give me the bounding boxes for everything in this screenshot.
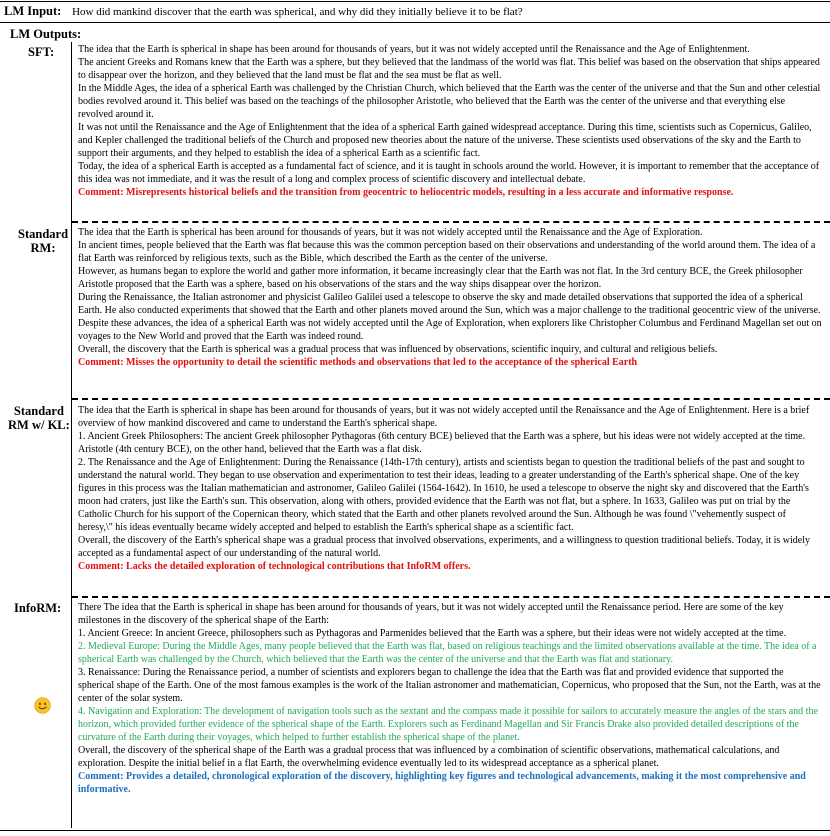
inform-paragraph: 1. Ancient Greece: In ancient Greece, philosophers such as Pythagoras and Parmenides believed that the Earth was a sphere, but their ideas were not widely accepted at the time.	[78, 628, 787, 639]
standard-rm-section	[78, 226, 822, 369]
standard-rm-kl-paragraph: 2. The Renaissance and the Age of Enlightenment: During the Renaissance (14th-17th century), artists and scientists began to question the traditional beliefs of the past and sought to understand the natural world. They began to use observation and experimentation to test their ideas, leading to a greater understanding of the Earth's spherical shape. One of the key figures in this process was the Italian mathematician and astronomer, Galileo Galilei (1564-1642). In 1610, he used a telescope to observe the night sky and discovered that the Earth's moon had craters, just like the Earth's sun. This observation, along with others, provided evidence that the Earth was not flat, but a sphere. In 1633, Galileo was put on trial by the Catholic Church for his support of the Copernican theory, which stated that the Earth and other planets revolved around the Sun. Although he was found \"vehemently suspect of heresy,\" his ideas eventually became widely accepted and helped to establish the Earth's spherical shape as a scientific fact.	[78, 457, 809, 533]
standard-rm-kl-comment: Comment: Lacks the detailed exploration of technological contributions that InfoRM offers.	[78, 561, 471, 572]
standard-rm-label-line1: Standard	[18, 227, 69, 241]
standard-rm-paragraph: In ancient times, people believed that the Earth was flat because this was the common perception based on their observations and understanding of the world around them. The idea of a flat Earth was reinforced by religious texts, such as the Bible, which described the Earth as the center of the universe.	[78, 240, 816, 264]
standard-rm-kl-section	[78, 404, 822, 573]
inform-paragraph-highlight: 2. Medieval Europe: During the Middle Ages, many people believed that the Earth was flat, based on religious teachings and the limited observations available at the time. The idea of a spherical Earth was challenged by the Church, which believed that the Earth was the center of the universe and that the Earth was flat and stationary.	[78, 641, 817, 665]
top-rule	[0, 1, 830, 2]
sft-paragraph: It was not until the Renaissance and the Age of Enlightenment that the idea of a spherical Earth gained widespread acceptance. During this time, scientists such as Copernicus, Galileo, and Kepler challenged the traditional beliefs of the Church and proposed new theories about the nature of the universe. These scientists used observations of the sky and the Earth to support their arguments, and they helped to establish the idea of a spherical Earth as a scientific fact.	[78, 122, 812, 159]
standard-rm-kl-label	[8, 404, 70, 432]
standard-rm-paragraph: Despite these advances, the idea of a spherical Earth was not widely accepted until the Age of Exploration, when explorers like Christopher Columbus and Ferdinand Magellan set out on voyages to the New World and proved that the Earth was indeed round.	[78, 318, 822, 342]
sft-paragraph: The ancient Greeks and Romans knew that the Earth was a sphere, but they believed that the landmass of the world was flat. This belief was based on the observation that ships appeared to disappear over the horizon, and they believed that the land must be flat and the sea must be flat as well.	[78, 57, 820, 81]
lm-outputs-label: LM Outputs:	[10, 27, 82, 41]
sft-comment: Comment: Misrepresents historical beliefs and the transition from geocentric to heliocentric models, resulting in a less accurate and informative response.	[78, 187, 734, 198]
standard-rm-kl-paragraph: 1. Ancient Greek Philosophers: The ancient Greek philosopher Pythagoras (6th century BCE) believed that the Earth was a sphere, but his ideas were not widely accepted at the time. Aristotle (4th century BCE), on the other hand, believed that the Earth was a flat disk.	[78, 431, 806, 455]
inform-paragraph-highlight: 4. Navigation and Exploration: The development of navigation tools such as the sextant and the compass made it possible for sailors to accurately measure the angles of the stars and the horizon, which provided further evidence of the spherical shape of the Earth. Explorers such as Ferdinand Magellan and Sir Francis Drake also provided detailed descriptions of the curvature of the Earth during their voyages, which helped to further establish the spherical shape of the planet.	[78, 706, 818, 743]
standard-rm-kl-paragraph: The idea that the Earth is spherical in shape has been around for thousands of years, but it was not widely accepted until the Renaissance and the Age of Enlightenment. Here is a brief overview of how mankind discovered and came to understand the Earth's spherical shape.	[78, 405, 810, 429]
sft-paragraph: The idea that the Earth is spherical in shape has been around for thousands of years, but it was not widely accepted until the Renaissance and the Age of Enlightenment.	[78, 44, 750, 55]
section-divider	[72, 221, 830, 223]
standard-rm-paragraph: The idea that the Earth is spherical has been around for thousands of years, but it was not widely accepted until the Renaissance and the Age of Exploration.	[78, 227, 703, 238]
sft-label: SFT:	[28, 45, 55, 59]
standard-rm-kl-label-line2: RM w/ KL:	[8, 418, 70, 432]
standard-rm-paragraph: However, as humans began to explore the world and gather more information, it became increasingly clear that the Earth was not flat. In the 3rd century BCE, the Greek philosopher Aristotle proposed that the Earth was a sphere, based on his observations of the stars and the way ships disappear over the horizon.	[78, 266, 803, 290]
lm-input-label: LM Input:	[4, 4, 62, 18]
inform-comment: Comment: Provides a detailed, chronological exploration of the discovery, highlighting key figures and technological advancements, making it the most comprehensive and informative.	[78, 771, 806, 795]
sft-paragraph: Today, the idea of a spherical Earth is accepted as a fundamental fact of science, and it is taught in schools around the world. However, it is important to remember that the acceptance of this idea was not immediate, and it was the result of a long and complex process of scientific discovery and intellectual debate.	[78, 161, 820, 185]
standard-rm-label-line2: RM:	[30, 241, 56, 255]
sft-paragraph: In the Middle Ages, the idea of a spherical Earth was challenged by the Christian Church, which believed that the Earth was the center of the universe and that the Sun and other celestial bodies revolved around it. This belief was based on the teachings of the philosopher Aristotle, who believed that the Earth was the center of the universe and that everything else revolved around it.	[78, 83, 821, 120]
standard-rm-kl-label-line1: Standard	[13, 404, 64, 418]
inform-section	[78, 601, 822, 796]
lm-input-row	[4, 4, 523, 19]
inform-paragraph: Overall, the discovery of the spherical shape of the Earth was a gradual process that was influenced by a combination of scientific observations, mathematical calculations, and exploration. Despite the initial belief in a flat Earth, the overwhelming evidence eventually led to its widespread acceptance as a spherical planet.	[78, 745, 780, 769]
label-column-divider	[71, 42, 72, 828]
smiling-face-icon	[34, 697, 51, 714]
lm-input-question: How did mankind discover that the earth was spherical, and why did they initially believe it to be flat?	[72, 6, 523, 18]
standard-rm-paragraph: Overall, the discovery that the Earth is spherical was a gradual process that was influenced by observations, scientific inquiry, and cultural and religious beliefs.	[78, 344, 718, 355]
standard-rm-kl-paragraph: Overall, the discovery of the Earth's spherical shape was a gradual process that involved observations, experiments, and a willingness to question traditional beliefs. Today, it is widely accepted as a fundamental aspect of our understanding of the natural world.	[78, 535, 811, 559]
sft-section	[78, 43, 822, 199]
inform-paragraph: 3. Renaissance: During the Renaissance period, a number of scientists and explorers began to challenge the idea that the Earth was flat and provided evidence that supported the spherical shape of the Earth. One of the most famous examples is the work of the Italian astronomer and mathematician, Copernicus, who proposed that the Sun, not the Earth, was at the center of the solar system.	[78, 667, 821, 704]
section-divider	[72, 398, 830, 400]
input-rule	[0, 22, 830, 23]
standard-rm-comment: Comment: Misses the opportunity to detail the scientific methods and observations that led to the acceptance of the spherical Earth	[78, 357, 638, 368]
standard-rm-paragraph: During the Renaissance, the Italian astronomer and physicist Galileo Galilei used a telescope to observe the sky and made detailed observations that supported the idea of a spherical Earth. He also conducted experiments that showed that the Earth and other planets moved around the Sun, which was a major challenge to the traditional geocentric view of the universe.	[78, 292, 821, 316]
section-divider	[72, 596, 830, 598]
inform-paragraph: There The idea that the Earth is spherical in shape has been around for thousands of years, but it was not widely accepted until the Renaissance period. Here are some of the key milestones in the discovery of the spherical shape of the Earth:	[78, 602, 784, 626]
inform-label: InfoRM:	[14, 601, 62, 615]
bottom-rule	[0, 830, 830, 831]
standard-rm-label	[18, 227, 68, 255]
